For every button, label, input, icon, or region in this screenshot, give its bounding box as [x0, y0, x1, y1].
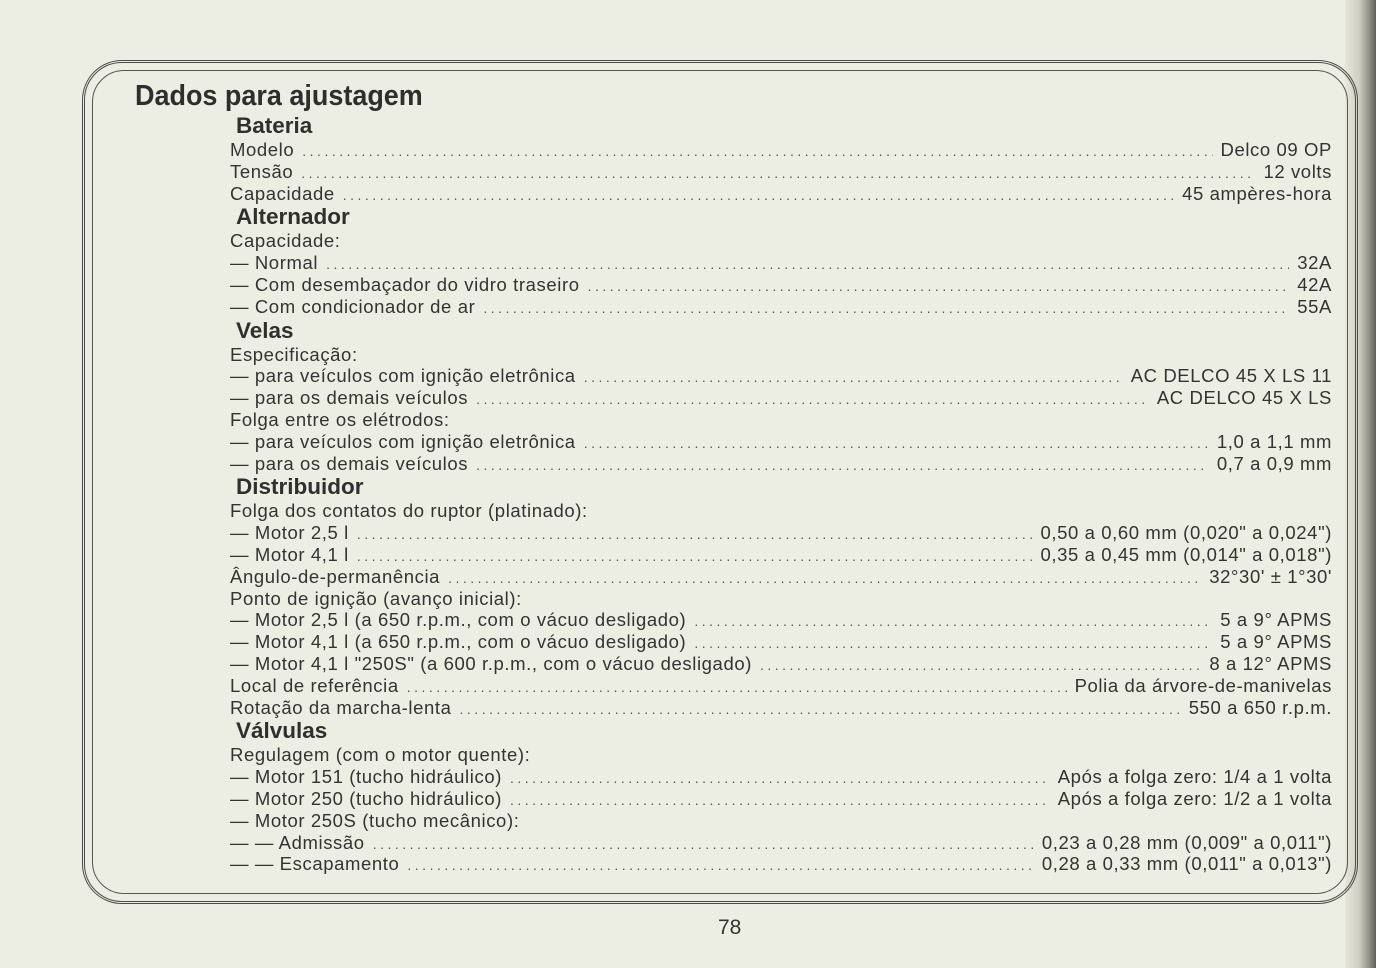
spec-label: — para veículos com ignição eletrônica: [230, 430, 576, 452]
spec-row-folga-demais: [230, 453, 1332, 475]
spec-row-angulo: [230, 566, 1332, 588]
dot-leader: [407, 677, 1067, 699]
dot-leader: [510, 790, 1050, 812]
page-title: Dados para ajustagem: [135, 80, 423, 112]
spec-row-folga-eletronica: [230, 431, 1332, 453]
subheading-ponto-ignicao: Ponto de ignição (avanço inicial):: [230, 587, 522, 609]
spec-row-rotacao: [230, 697, 1332, 719]
spec-row-modelo: [230, 139, 1332, 161]
spec-label: — Com desembaçador do vidro traseiro: [230, 273, 580, 295]
dot-leader: [302, 141, 1212, 163]
spec-row-ignicao-25: [230, 609, 1332, 631]
spec-row-velas-demais: [230, 387, 1332, 409]
spec-row-ignicao-41: [230, 631, 1332, 653]
spec-label: — Motor 4,1 l (a 650 r.p.m., com o vácuo desligado): [230, 631, 687, 653]
dot-leader: [510, 768, 1050, 790]
spec-row-motor-25: [230, 522, 1332, 544]
dot-leader: [476, 389, 1149, 411]
spec-label: — — Escapamento: [230, 853, 400, 875]
spec-value: 550 a 650 r.p.m.: [1188, 696, 1332, 718]
subheading-motor-250s: — Motor 250S (tucho mecânico):: [230, 809, 520, 831]
spec-value: 42A: [1297, 273, 1332, 295]
spec-label: Local de referência: [230, 674, 399, 696]
spec-value: 0,50 a 0,60 mm (0,020" a 0,024"): [1040, 522, 1332, 544]
spec-row-motor-41: [230, 544, 1332, 566]
dot-leader: [483, 298, 1289, 320]
dot-leader: [326, 254, 1289, 276]
spec-label: — Motor 151 (tucho hidráulico): [230, 766, 502, 788]
dot-leader: [460, 699, 1181, 721]
spec-row-admissao: [230, 832, 1332, 854]
subheading-regulagem: Regulagem (com o motor quente):: [230, 744, 531, 766]
spec-row-local-referencia: [230, 675, 1332, 697]
spec-label: Tensão: [230, 160, 294, 182]
spec-row-condicionador: [230, 296, 1332, 318]
spec-label: — — Admissão: [230, 831, 365, 853]
section-title-valvulas: Válvulas: [236, 718, 328, 744]
spec-label: — Motor 250 (tucho hidráulico): [230, 787, 502, 809]
spec-label: — para os demais veículos: [230, 387, 469, 409]
spec-value: AC DELCO 45 X LS: [1156, 387, 1332, 409]
spec-label: — Motor 2,5 l (a 650 r.p.m., com o vácuo desligado): [230, 609, 687, 631]
subheading-folga-contatos: Folga dos contatos do ruptor (platinado):: [230, 500, 588, 522]
spec-label: Capacidade: [230, 182, 335, 204]
spec-row-desembacador: [230, 274, 1332, 296]
dot-leader: [584, 367, 1123, 389]
dot-leader: [373, 834, 1034, 856]
dot-leader: [357, 546, 1033, 568]
spec-value: 32°30' ± 1°30': [1209, 565, 1332, 587]
spec-label: — Normal: [230, 252, 319, 274]
dot-leader: [343, 185, 1174, 207]
spec-value: 0,28 a 0,33 mm (0,011" a 0,013"): [1041, 853, 1332, 875]
dot-leader: [357, 524, 1033, 546]
spec-label: — Com condicionador de ar: [230, 295, 476, 317]
spec-value: 55A: [1297, 295, 1332, 317]
spec-row-capacidade: [230, 183, 1332, 205]
dot-leader: [588, 276, 1290, 298]
spec-list: [230, 113, 1332, 875]
spec-label: — para os demais veículos: [230, 452, 469, 474]
spec-value: AC DELCO 45 X LS 11: [1130, 365, 1332, 387]
dot-leader: [407, 855, 1033, 877]
subheading-especificacao: Especificação:: [230, 343, 358, 365]
spec-value: 0,23 a 0,28 mm (0,009" a 0,011"): [1041, 831, 1332, 853]
spec-label: — Motor 4,1 l: [230, 543, 349, 565]
spec-label: Rotação da marcha-lenta: [230, 696, 452, 718]
spec-label: — Motor 2,5 l: [230, 522, 349, 544]
spec-row-normal: [230, 252, 1332, 274]
dot-leader: [476, 455, 1209, 477]
spec-value: 12 volts: [1263, 160, 1332, 182]
section-title-bateria: Bateria: [236, 113, 313, 138]
spec-value: 5 a 9° APMS: [1220, 609, 1332, 631]
dot-leader: [694, 633, 1212, 655]
spec-row-escapamento: [230, 853, 1332, 875]
spec-value: 1,0 a 1,1 mm: [1216, 430, 1332, 452]
dot-leader: [301, 163, 1255, 185]
spec-row-motor-151: [230, 766, 1332, 788]
page-number: 78: [718, 916, 742, 939]
dot-leader: [448, 568, 1201, 590]
section-title-velas: Velas: [236, 317, 294, 343]
spec-value: 45 ampères-hora: [1182, 182, 1332, 204]
subheading-folga-eletrodos: Folga entre os elétrodos:: [230, 408, 450, 430]
dot-leader: [760, 655, 1201, 677]
spec-row-motor-250: [230, 788, 1332, 810]
spec-value: 32A: [1297, 252, 1332, 274]
spec-value: Polia da árvore-de-manivelas: [1074, 674, 1332, 696]
spec-row-velas-eletronica: [230, 365, 1332, 387]
section-title-alternador: Alternador: [236, 204, 350, 230]
spec-value: 8 a 12° APMS: [1209, 652, 1332, 674]
spec-value: Após a folga zero: 1/2 a 1 volta: [1057, 787, 1332, 809]
spec-label: — Motor 4,1 l "250S" (a 600 r.p.m., com o vácuo desligado): [230, 652, 752, 674]
spec-value: 5 a 9° APMS: [1220, 631, 1332, 653]
dot-leader: [694, 611, 1212, 633]
spec-value: 0,35 a 0,45 mm (0,014" a 0,018"): [1040, 543, 1332, 565]
spec-row-tensao: [230, 161, 1332, 183]
subheading-capacidade: Capacidade:: [230, 230, 341, 252]
spec-value: Após a folga zero: 1/4 a 1 volta: [1057, 766, 1332, 788]
spec-label: Modelo: [230, 139, 295, 160]
spec-value: 0,7 a 0,9 mm: [1216, 452, 1332, 474]
spec-label: Ângulo-de-permanência: [230, 565, 441, 587]
spec-row-ignicao-250s: [230, 653, 1332, 675]
dot-leader: [584, 433, 1209, 455]
section-title-distribuidor: Distribuidor: [236, 474, 364, 500]
spec-value: Delco 09 OP: [1220, 139, 1332, 160]
spec-label: — para veículos com ignição eletrônica: [230, 365, 576, 387]
